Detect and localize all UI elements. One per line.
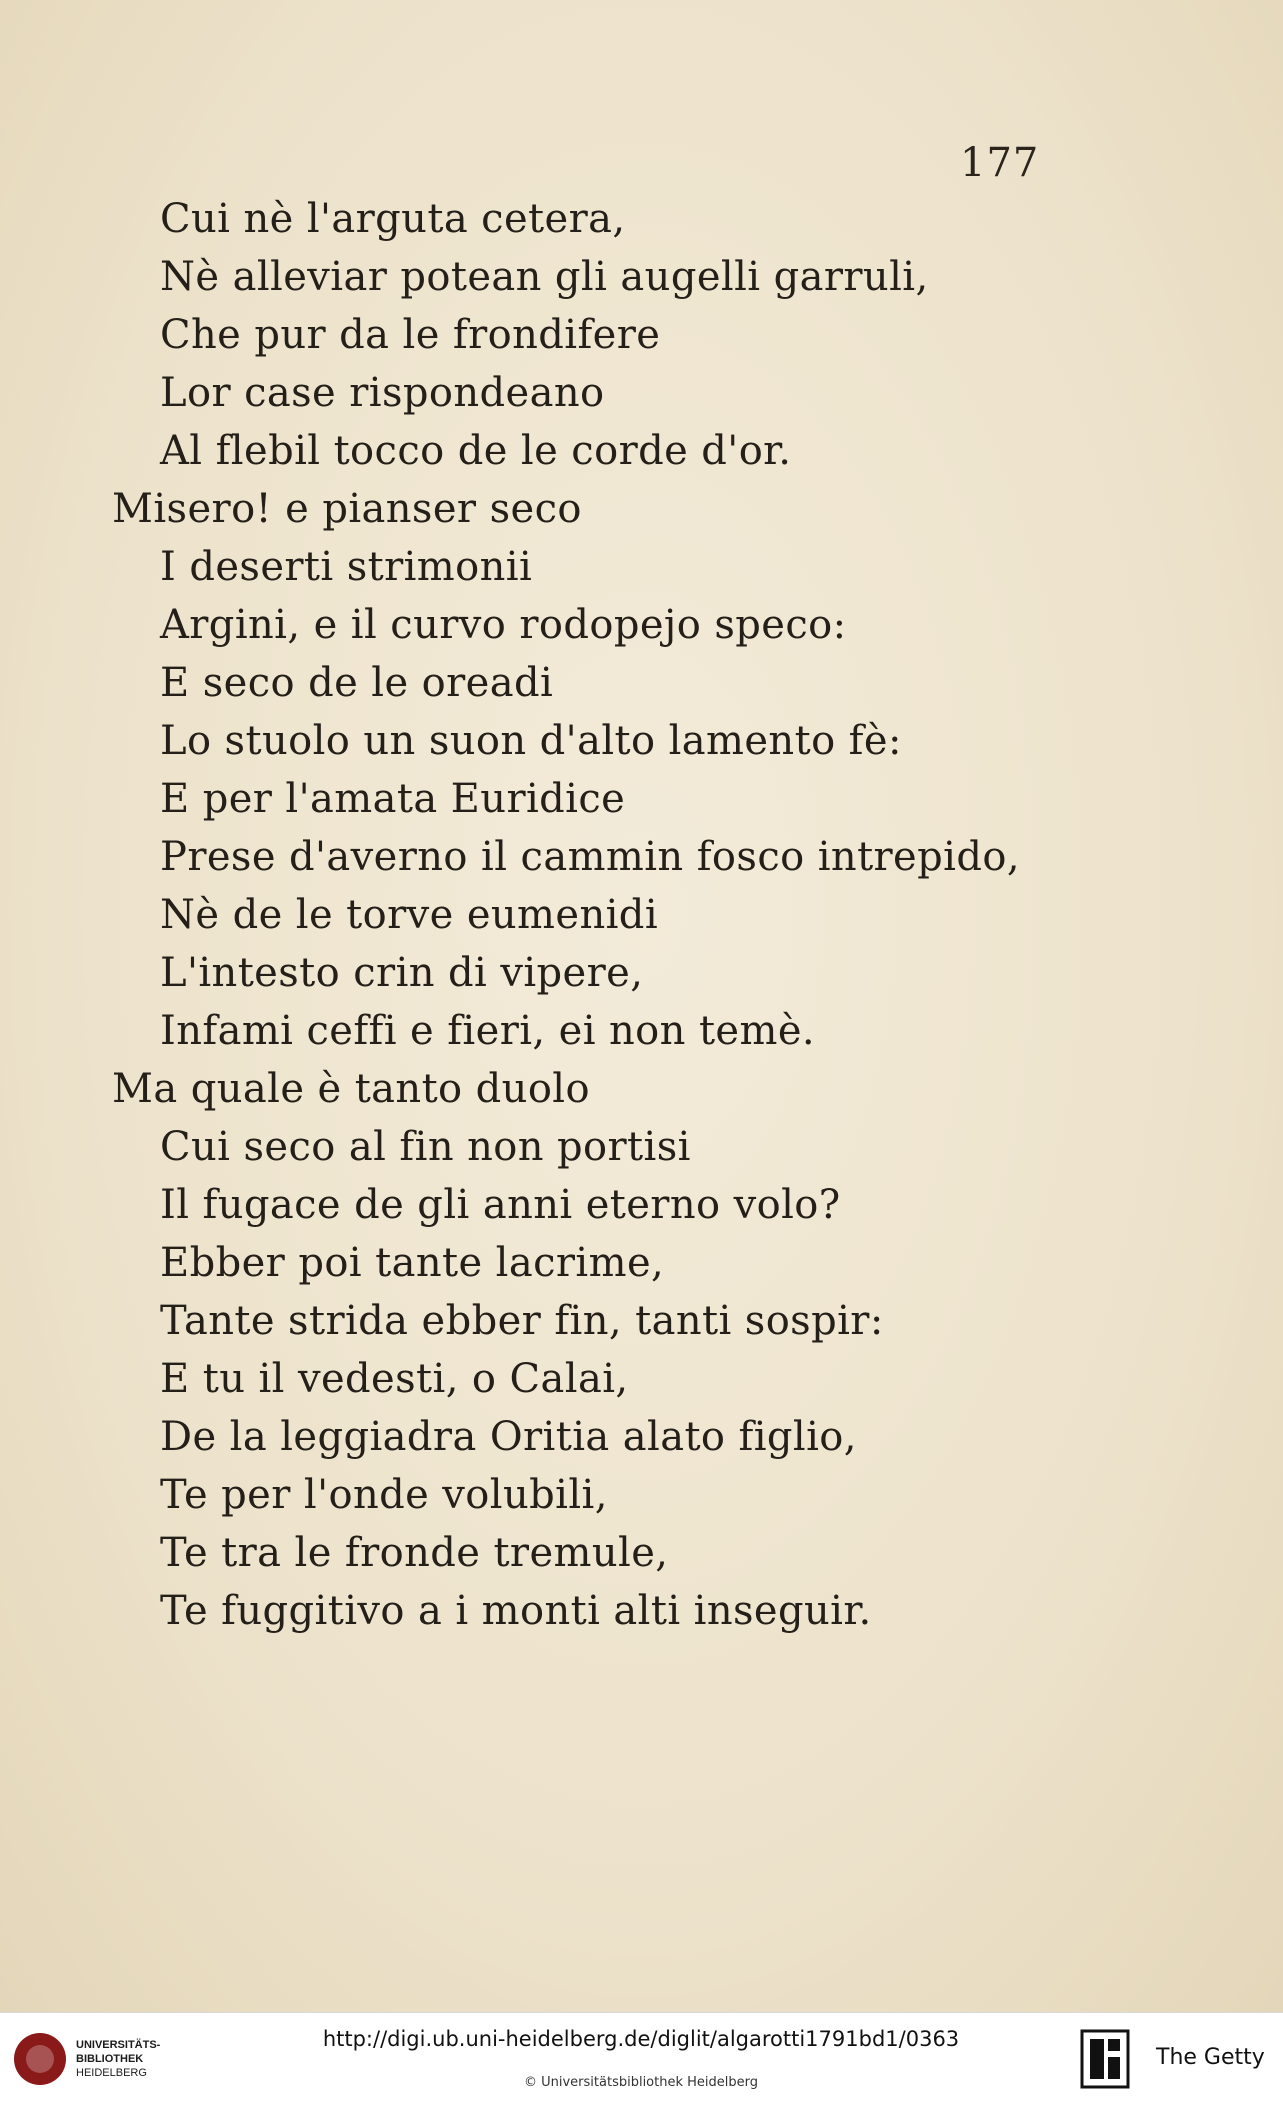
verse-line: Cui nè l'arguta cetera, [160,196,626,242]
verse-line: Lor case rispondeano [160,370,605,416]
library-name [76,2038,160,2080]
verse-line: Te tra le fronde tremule, [160,1530,669,1576]
verse-line: Che pur da le frondifere [160,312,661,358]
verse-line: Te fuggitivo a i monti alti inseguir. [160,1588,872,1634]
verse-line: Cui seco al fin non portisi [160,1124,691,1170]
library-name-line: HEIDELBERG [76,2067,147,2079]
copyright-notice: © Universitätsbibliothek Heidelberg [523,2075,758,2090]
verse-line: Lo stuolo un suon d'alto lamento fè: [160,718,902,764]
verse-line: Te per l'onde volubili, [160,1472,608,1518]
verse-line: I deserti strimonii [160,544,533,590]
verse-line: Il fugace de gli anni eterno volo? [160,1182,841,1228]
verse-line: E tu il vedesti, o Calai, [160,1356,629,1402]
verse-line: Nè de le torve eumenidi [160,892,659,938]
viewer-footer [0,2012,1283,2107]
verse-line: Ebber poi tante lacrime, [160,1240,665,1286]
library-name-line: UNIVERSITÄTS- [76,2039,161,2051]
verse-line: Prese d'averno il cammin fosco intrepido, [160,834,1020,880]
verse-line: E per l'amata Euridice [160,776,626,822]
library-logo[interactable] [14,2033,160,2085]
verse-line: E seco de le oreadi [160,660,554,706]
page-number: 177 [960,140,1040,186]
library-name-line: BIBLIOTHEK [76,2053,144,2065]
verse-line: Misero! e pianser seco [112,486,582,532]
library-seal-icon [14,2033,66,2085]
verse-line: Infami ceffi e fieri, ei non temè. [160,1008,816,1054]
verse-line: Ma quale è tanto duolo [112,1066,590,1112]
getty-logo-icon[interactable] [1080,2029,1130,2089]
permalink-url[interactable]: http://digi.ub.uni-heidelberg.de/diglit/algarotti1791bd1/0363 [322,2027,960,2051]
verse-line: Nè alleviar potean gli augelli garruli, [160,254,929,300]
verse-line: Al flebil tocco de le corde d'or. [160,428,792,474]
verse-line: De la leggiadra Oritia alato figlio, [160,1414,857,1460]
partner-name[interactable]: The Getty [1156,2045,1265,2070]
verse-line: Tante strida ebber fin, tanti sospir: [160,1298,884,1344]
verse-line: Argini, e il curvo rodopejo speco: [160,602,847,648]
verse-line: L'intesto crin di vipere, [160,950,644,996]
